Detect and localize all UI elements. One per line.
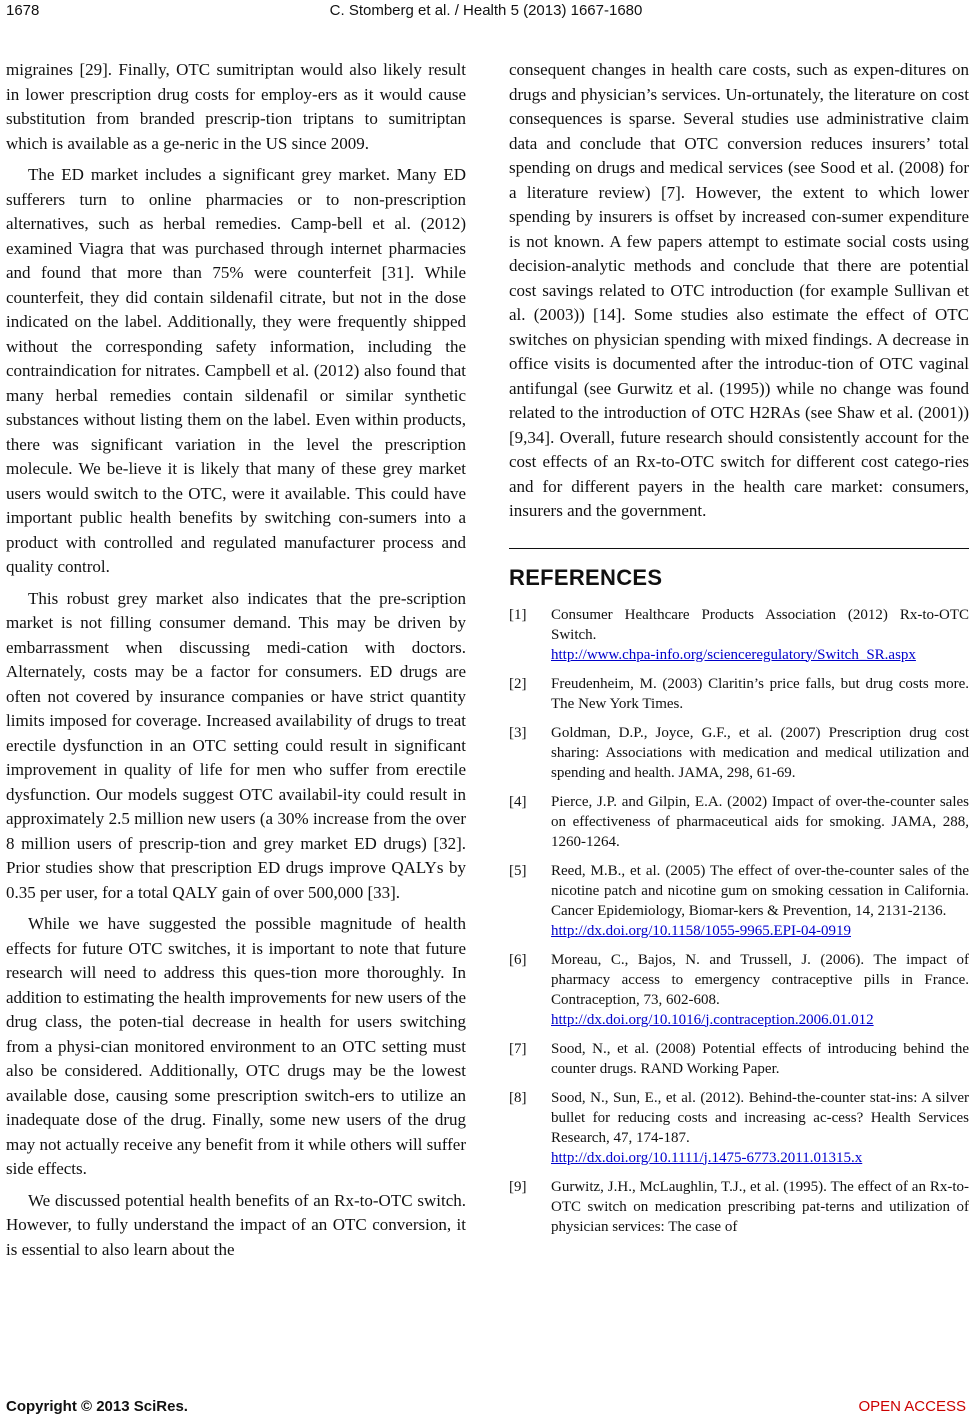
references-heading: REFERENCES	[509, 564, 663, 590]
reference-item	[509, 723, 969, 783]
section-divider	[509, 548, 969, 549]
reference-item	[509, 792, 969, 852]
reference-text: Sood, N., Sun, E., et al. (2012). Behind-the-counter stat-ins: A silver bullet for reducing costs and increasing ac-cess? Health Services Research, 47, 174-187.	[551, 1089, 969, 1146]
reference-item	[509, 950, 969, 1030]
reference-item	[509, 861, 969, 941]
reference-list	[509, 605, 969, 1237]
body-paragraph: migraines [29]. Finally, OTC sumitriptan would also likely result in lower prescription drug costs for employ-ers as it would cause substitution from branded prescrip-tion triptans to sumitriptan which is available as a ge-neric in the US since 2009.	[6, 60, 466, 153]
body-paragraph: The ED market includes a significant grey market. Many ED sufferers turn to online pharmacies or to non-prescription alternatives, such as herbal remedies. Camp-bell et al. (2012) examined Viagra that was purchased through internet pharmacies and found that more than 75% were counterfeit [31]. While counterfeit, they did contain sildenafil citrate, but not in the dose indicated on the label. Additionally, they were frequently shipped without the corresponding safety information, including the contraindication for nitrates. Campbell et al. (2012) also found that many herbal remedies contain sildenafil or similar synthetic substances without listing them on the label. Even within products, there was significant variation in the level the prescription molecule. We be-lieve it is likely that many of these grey market users would switch to the OTC, were it available. This could have important public health benefits by switching con-sumers into a product with controlled and regulated manufacturer process and quality control.	[6, 165, 466, 576]
reference-number: [3]	[509, 724, 527, 741]
reference-item	[509, 605, 969, 665]
reference-text: Goldman, D.P., Joyce, G.F., et al. (2007) Prescription drug cost sharing: Associations with medication and medical utilization and spending and health. JAMA, 298, 61-69.	[551, 724, 969, 781]
body-paragraph: While we have suggested the possible magnitude of health effects for future OTC switches, it is important to note that future research will need to address this ques-tion more thoroughly. In addition to estimating the health improvements for new users of the drug class, the poten-tial decrease in health for users switching from a physi-cian monitored environment to an OTC setting must also be considered. Additionally, OTC drugs may be the lowest available dose, causing some prescription switch-ers to utilize an inadequate dose of the drug. Finally, some new users of the drug may not actually receive any benefit from it while others will suffer side effects.	[6, 914, 466, 1178]
reference-text: Sood, N., et al. (2008) Potential effects of introducing behind the counter drugs. RAND Working Paper.	[551, 1040, 969, 1077]
reference-number: [9]	[509, 1178, 527, 1195]
right-column	[509, 58, 969, 1246]
reference-text: Freudenheim, M. (2003) Claritin’s price falls, but drug costs more. The New York Times.	[551, 675, 969, 712]
reference-number: [7]	[509, 1040, 527, 1057]
reference-number: [8]	[509, 1089, 527, 1106]
reference-number: [5]	[509, 862, 527, 879]
body-paragraph: We discussed potential health benefits of an Rx-to-OTC switch. However, to fully understand the impact of an OTC conversion, it is essential to also learn about the	[6, 1190, 466, 1259]
reference-number: [4]	[509, 793, 527, 810]
reference-link[interactable]: http://www.chpa-info.org/scienceregulatory/Switch_SR.aspx	[551, 646, 916, 663]
reference-text: Moreau, C., Bajos, N. and Trussell, J. (2006). The impact of pharmacy access to emergency contraceptive pills in France. Contraception, 73, 602-608.	[551, 951, 969, 1008]
reference-text: Pierce, J.P. and Gilpin, E.A. (2002) Impact of over-the-counter sales on effectiveness of pharmaceutical aids for smoking. JAMA, 288, 1260-1264.	[551, 793, 969, 850]
reference-text: Gurwitz, J.H., McLaughlin, T.J., et al. (1995). The effect of an Rx-to-OTC switch on medication prescribing pat-terns and utilization of physician services: The case of	[551, 1178, 969, 1235]
copyright-notice: Copyright © 2013 SciRes.	[6, 1398, 188, 1415]
reference-item	[509, 1088, 969, 1168]
reference-item	[509, 1039, 969, 1079]
open-access-label: OPEN ACCESS	[858, 1398, 966, 1415]
reference-item	[509, 674, 969, 714]
reference-text: Consumer Healthcare Products Association (2012) Rx-to-OTC Switch.	[551, 606, 969, 643]
reference-number: [2]	[509, 675, 527, 692]
body-paragraph: consequent changes in health care costs, such as expen-ditures on drugs and physician’s services. Un-ortunately, the literature on cost consequences is sparse. Several studies use administrative claim data and conclude that OTC conversion reduces insurers’ total spending on drugs and medical services (see Sood et al. (2008) for a literature review) [7]. However, the extent to which lower spending by insurers is offset by increased con-sumer expenditure is not known. A few papers attempt to estimate social costs using decision-analytic methods and conclude that there are potential cost savings related to OTC introduction (for example Sullivan et al. (2003)) [14]. Some studies also estimate the effect of OTC switches on physician spending with mixed findings. A decrease in office visits is documented after the introduc-tion of OTC vaginal antifungal (see Gurwitz et al. (1995)) while no change was found related to the introduction of OTC H2RAs (see Shaw et al. (2001)) [9,34]. Overall, future research should consistently account for the cost effects of an Rx-to-OTC switch for different cost catego-ries and for different payers in the health care market: consumers, insurers and the government.	[509, 60, 969, 520]
reference-number: [6]	[509, 951, 527, 968]
body-paragraph: This robust grey market also indicates that the pre-scription market is not filling consumer demand. This may be driven by embarrassment when discussing medi-cation with doctors. Alternately, costs may be a factor for consumers. ED drugs are often not covered by insurance companies or have strict quantity limits imposed for coverage. Increased availability of drugs to treat erectile dysfunction in an OTC setting could result in significant improvement in quality of life for men who suffer from erectile dysfunction. Our models suggest OTC availabil-ity could result in approximately 2.5 million new users (a 30% increase from the over 8 million users of prescrip-tion and grey market ED drugs) [32]. Prior studies show that prescription ED drugs improve QALYs by 0.35 per user, for a total QALY gain of over 500,000 [33].	[6, 588, 466, 902]
reference-number: [1]	[509, 606, 527, 623]
reference-link[interactable]: http://dx.doi.org/10.1016/j.contraception.2006.01.012	[551, 1011, 874, 1028]
reference-text: Reed, M.B., et al. (2005) The effect of over-the-counter sales of the nicotine patch and nicotine gum on smoking cessation in California. Cancer Epidemiology, Biomar-kers & Prevention, 14, 2131-2136.	[551, 862, 969, 919]
page-number: 1678	[6, 2, 40, 19]
reference-link[interactable]: http://dx.doi.org/10.1158/1055-9965.EPI-04-0919	[551, 922, 851, 939]
left-column	[6, 58, 466, 1262]
reference-link[interactable]: http://dx.doi.org/10.1111/j.1475-6773.2011.01315.x	[551, 1149, 863, 1166]
running-head: C. Stomberg et al. / Health 5 (2013) 1667-1680	[329, 2, 643, 19]
reference-item	[509, 1177, 969, 1237]
